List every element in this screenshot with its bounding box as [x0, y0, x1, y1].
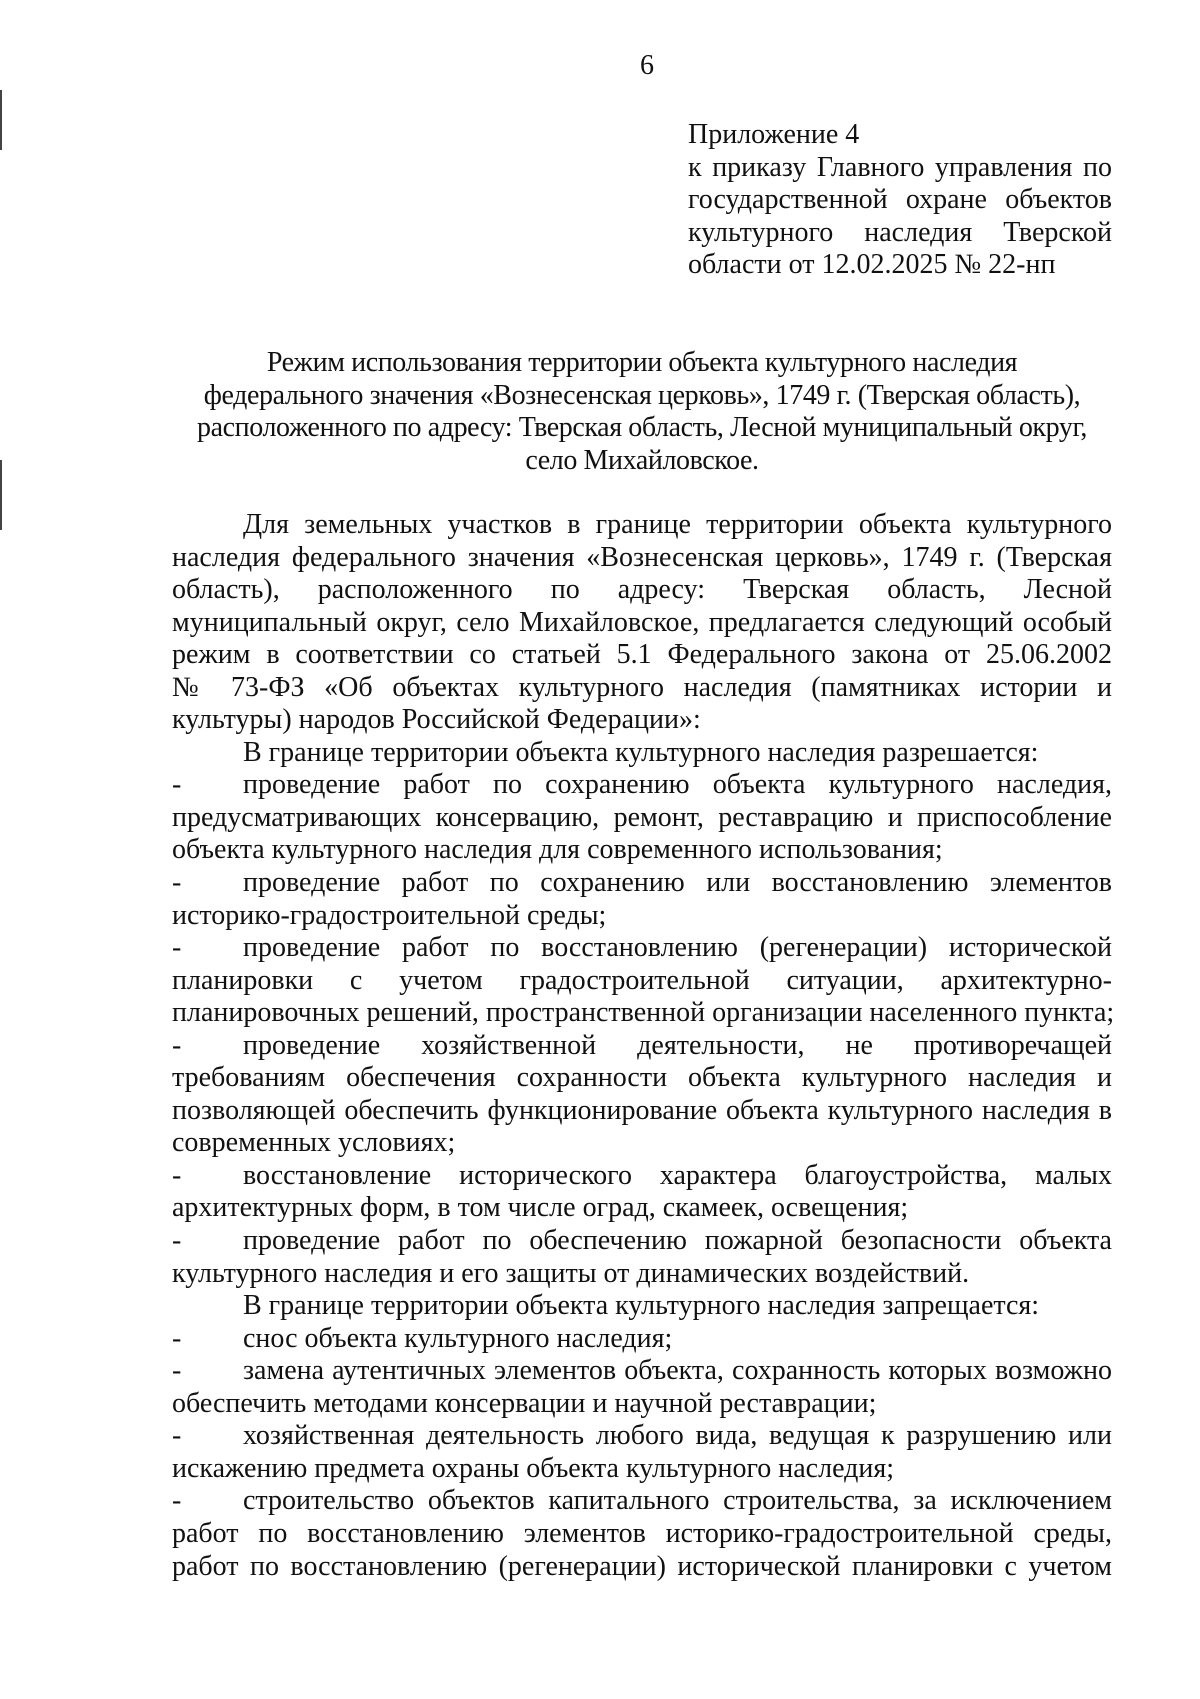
list-item	[172, 932, 1115, 1030]
list-dash: -	[172, 1485, 182, 1517]
title-line: село Михайловское.	[525, 444, 759, 476]
list-dash: -	[172, 769, 182, 801]
paragraph	[172, 737, 1112, 770]
text-line: № 73-ФЗ «Об объектах культурного наследия (памятниках истории и	[172, 671, 1112, 703]
page-number: 6	[640, 50, 654, 81]
text-line: планировочных решений, пространственной организации населенного пункта;	[172, 997, 1115, 1029]
list-dash: -	[172, 1420, 182, 1452]
list-dash: -	[172, 932, 182, 964]
annex-header	[688, 118, 1112, 281]
text-line: - снос объекта культурного наследия;	[172, 1322, 673, 1354]
text-line: объекта культурного наследия для современного использования;	[172, 834, 943, 866]
text-line: - проведение работ по обеспечению пожарной безопасности объекта	[172, 1225, 1112, 1257]
title-line: Режим использования территории объекта культурного наследия	[266, 347, 1018, 378]
annex-line: государственной охране объектов	[688, 184, 1112, 216]
paragraph	[172, 1290, 1112, 1323]
list-item	[172, 867, 1112, 932]
text-line: искажению предмета охраны объекта культурного наследия;	[172, 1452, 895, 1484]
list-dash: -	[172, 1322, 182, 1354]
title-line: расположенного по адресу: Тверская область, Лесной муниципальный округ,	[197, 412, 1087, 444]
scan-edge	[0, 90, 2, 150]
text-line: требованиям обеспечения сохранности объекта культурного наследия и	[172, 1062, 1112, 1094]
text-line: - проведение работ по восстановлению (регенерации) исторической	[172, 932, 1112, 964]
text-line: историко-градостроительной среды;	[172, 899, 607, 931]
list-item	[172, 1225, 1112, 1290]
list-item	[172, 769, 1112, 867]
list-dash: -	[172, 1225, 182, 1257]
text-line: наследия федерального значения «Вознесенская церковь», 1749 г. (Тверская	[172, 541, 1112, 573]
list-dash: -	[172, 867, 182, 899]
text-line: позволяющей обеспечить функционирование объекта культурного наследия в	[172, 1094, 1112, 1126]
list-item	[172, 1160, 1112, 1225]
text-line: культурного наследия и его защиты от динамических воздействий.	[172, 1257, 970, 1289]
document-title	[172, 346, 1112, 476]
text-line: - проведение работ по сохранению объекта культурного наследия,	[172, 769, 1112, 801]
annex-line: к приказу Главного управления по	[688, 151, 1112, 183]
text-line: - восстановление исторического характера благоустройства, малых	[172, 1159, 1112, 1191]
list-item	[172, 1485, 1112, 1583]
annex-line: области от 12.02.2025 № 22-нп	[688, 249, 1056, 281]
text-line: культуры) народов Российской Федерации»:	[172, 704, 701, 736]
title-line: федерального значения «Вознесенская церковь», 1749 г. (Тверская область),	[203, 379, 1081, 411]
annex-line: культурного наследия Тверской	[688, 216, 1112, 248]
text-line: режим в соответствии со статьей 5.1 Федерального закона от 25.06.2002	[172, 639, 1112, 671]
text-line: Для земельных участков в границе территории объекта культурного	[243, 509, 1112, 540]
list-item	[172, 1420, 1112, 1485]
text-line: - проведение хозяйственной деятельности, не противоречащей	[172, 1029, 1112, 1061]
text-line: работ по восстановлению (регенерации) исторической планировки с учетом	[172, 1550, 1112, 1582]
text-line: - замена аутентичных элементов объекта, сохранность которых возможно	[172, 1355, 1112, 1387]
text-line: современных условиях;	[172, 1127, 456, 1159]
list-item	[172, 1030, 1112, 1160]
paragraph	[172, 509, 1112, 737]
annex-line: Приложение 4	[688, 119, 860, 150]
text-line: В границе территории объекта культурного наследия разрешается:	[243, 736, 1039, 768]
text-line: планировки с учетом градостроительной ситуации, архитектурно-	[172, 964, 1112, 996]
text-line: обеспечить методами консервации и научной реставрации;	[172, 1387, 877, 1419]
list-dash: -	[172, 1029, 182, 1061]
text-line: - строительство объектов капитального строительства, за исключением	[172, 1485, 1112, 1517]
list-dash: -	[172, 1159, 182, 1191]
document-body	[172, 509, 1115, 1583]
list-item	[172, 1323, 1112, 1356]
text-line: - проведение работ по сохранению или восстановлению элементов	[172, 867, 1112, 899]
text-line: муниципальный округ, село Михайловское, предлагается следующий особый	[172, 606, 1112, 638]
text-line: В границе территории объекта культурного наследия запрещается:	[243, 1290, 1040, 1322]
text-line: предусматривающих консервацию, ремонт, реставрацию и приспособление	[172, 801, 1112, 833]
scan-edge	[0, 460, 2, 530]
list-dash: -	[172, 1355, 182, 1387]
text-line: архитектурных форм, в том числе оград, скамеек, освещения;	[172, 1192, 909, 1224]
text-line: работ по восстановлению элементов историко-градостроительной среды,	[172, 1517, 1112, 1549]
list-item	[172, 1355, 1112, 1420]
text-line: - хозяйственная деятельность любого вида, ведущая к разрушению или	[172, 1420, 1112, 1452]
text-line: область), расположенного по адресу: Тверская область, Лесной	[172, 574, 1112, 606]
